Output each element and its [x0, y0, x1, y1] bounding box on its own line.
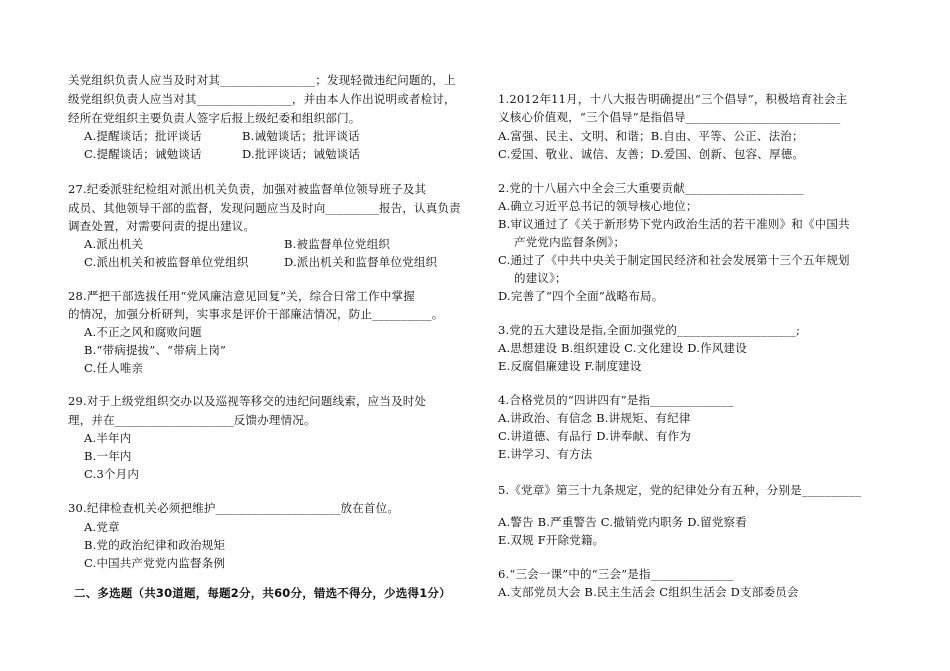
option-row: [68, 128, 466, 144]
option-line: A.警告 B.严重警告 C.撤销党内职务 D.留党察看: [498, 515, 747, 529]
option-row: [68, 146, 466, 162]
section-title: 二、多选题（共30道题，每题2分，共60分，错选不得分，少选得1分）: [74, 586, 451, 600]
question-text-line: 经所在党组织主要负责人签字后报上级纪委和组织部门。: [68, 111, 361, 125]
option-c: C.中国共产党党内监督条例: [84, 556, 226, 570]
option-a: A.提醒谈话；批评谈话: [84, 129, 202, 143]
option-d: D.批评谈话；诫勉谈话: [242, 147, 361, 161]
question-27-line: 27.纪委派驻纪检组对派出机关负责，加强对被监督单位领导班子及其: [68, 182, 427, 196]
option-b: B.一年内: [84, 449, 132, 463]
question-3-line: 3.党的五大建设是指,全面加强党的____________________;: [498, 323, 801, 337]
question-28-line: 的情况，加强分析研判，实事求是评价干部廉洁情况，防止__________。: [68, 307, 444, 321]
option-b: B.党的政治纪律和政治规矩: [84, 538, 226, 552]
question-text-line: 级党组织负责人应当对其________________，并由本人作出说明或者检讨，: [68, 92, 456, 106]
option-line: A.思想建设 B.组织建设 C.文化建设 D.作风建设: [498, 341, 747, 355]
option-row: [68, 236, 466, 252]
option-d: D.完善了“四个全面”战略布局。: [498, 289, 664, 303]
option-a: A.党章: [84, 520, 120, 534]
option-d: D.派出机关和监督单位党组织: [284, 255, 438, 269]
question-2-line: 2.党的十八届六中全会三大重要贡献____________________: [498, 181, 804, 195]
question-1-line: 1.2012年11月，十八大报告明确提出“三个倡导”，积极培育社会主: [498, 92, 848, 106]
question-29-line: 理，并在____________________反馈办理情况。: [68, 413, 316, 427]
question-29-line: 29.对于上级党组织交办以及巡视等移交的违纪问题线索，应当及时处: [68, 394, 427, 408]
option-b: B.诫勉谈话；批评谈话: [242, 129, 360, 143]
question-5-line: 5.《党章》第三十九条规定，党的纪律处分有五种，分别是__________: [498, 483, 862, 497]
option-line: A.支部党员大会 B.民主生活会 C组织生活会 D支部委员会: [498, 585, 799, 599]
option-line: E.双规 F开除党籍。: [498, 533, 605, 547]
option-line: E.讲学习、有方法: [498, 447, 593, 461]
option-a: A.派出机关: [84, 237, 144, 251]
option-line: C.爱国、敬业、诚信、友善；D.爱国、创新、包容、厚德。: [498, 147, 805, 161]
option-line: A.讲政治、有信念 B.讲规矩、有纪律: [498, 411, 691, 425]
question-27-line: 调查处置，对需要问责的提出建议。: [68, 219, 256, 233]
option-c: C.提醒谈话；诫勉谈话: [84, 147, 202, 161]
option-b: B.被监督单位党组织: [284, 237, 391, 251]
option-line: C.讲道德、有品行 D.讲奉献、有作为: [498, 429, 691, 443]
option-row: [68, 254, 466, 270]
option-c: C.通过了《中共中央关于制定国民经济和社会发展第十三个五年规划: [498, 253, 850, 267]
option-b: B.“带病提拔”、“带病上岗”: [84, 343, 227, 357]
question-27-line: 成员、其他领导干部的监督，发现问题应当及时向_________报告，认真负责: [68, 201, 461, 215]
option-a: A.不正之风和腐败问题: [84, 325, 202, 339]
question-1-line: 义核心价值观，“三个倡导”是指倡导__________________________: [498, 110, 841, 124]
option-c-continued: 的建议》；: [514, 271, 567, 285]
question-text-line: 关党组织负责人应当及时对其________________；发现轻微违纪问题的，上: [68, 73, 456, 87]
question-4-line: 4.合格党员的“四讲四有”是指______________: [498, 393, 734, 407]
question-30-line: 30.纪律检查机关必须把维护_____________________放在首位。: [68, 501, 400, 515]
option-c: C.任人唯亲: [84, 361, 144, 375]
option-b: B.审议通过了《关于新形势下党内政治生活的若干准则》和《中国共: [498, 217, 850, 231]
option-a: A.半年内: [84, 431, 132, 445]
option-c: C.派出机关和被监督单位党组织: [84, 255, 249, 269]
option-b-continued: 产党党内监督条例》；: [514, 235, 626, 249]
question-28-line: 28.严把干部选拔任用“党风廉洁意见回复”关，综合日常工作中掌握: [68, 289, 415, 303]
option-c: C.3个月内: [84, 467, 140, 481]
option-line: A.富强、民主、文明、和谐；B.自由、平等、公正、法治；: [498, 129, 804, 143]
question-6-line: 6.“三会一课”中的“三会”是指______________: [498, 567, 734, 581]
option-line: E.反腐倡廉建设 F.制度建设: [498, 359, 642, 373]
option-a: A.确立习近平总书记的领导核心地位；: [498, 199, 698, 213]
